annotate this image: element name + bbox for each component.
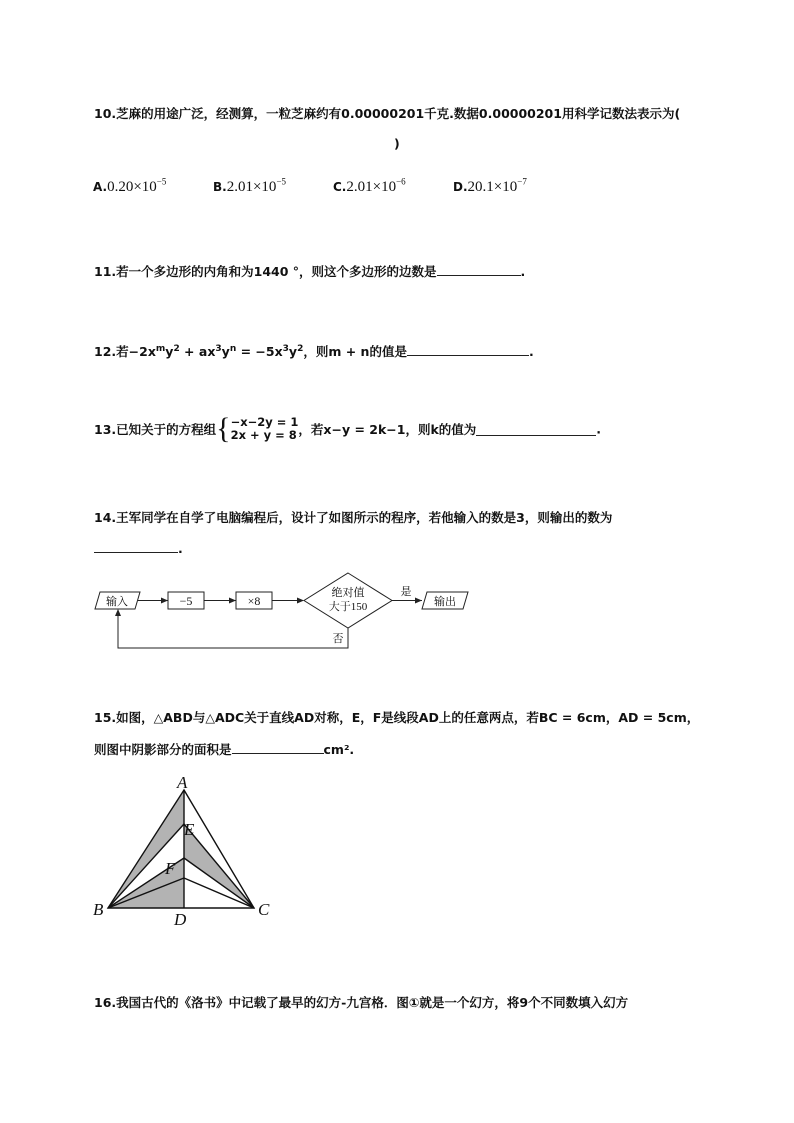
q12-part: = −5x [236, 344, 283, 359]
arrow-icon [115, 609, 121, 616]
option-exponent: −5 [156, 176, 167, 187]
point-label-f: F [165, 859, 176, 878]
option-mantissa: 0.20×10 [107, 179, 157, 195]
q15-line1: 15.如图，△ABD与△ADC关于直线AD对称，E，F是线段AD上的任意两点，若BC = 6cm，AD = 5cm， [94, 710, 700, 725]
vertex-label-c: C [258, 900, 270, 919]
triangle-figure [88, 774, 288, 934]
q10-option-d[interactable] [453, 176, 527, 196]
q13-period: . [596, 421, 602, 437]
option-mantissa: 2.01×10 [226, 179, 277, 195]
arrow-icon [229, 598, 236, 604]
q14-answer-line [94, 540, 183, 556]
q12-period: . [528, 344, 534, 359]
answer-blank[interactable] [476, 423, 596, 436]
flow-step1-label: −5 [179, 594, 193, 608]
q10-option-a[interactable] [93, 176, 166, 196]
q11-stem: 11.若一个多边形的内角和为1440 °，则这个多边形的边数是 [94, 264, 437, 279]
option-letter: A. [93, 180, 108, 194]
answer-blank[interactable] [407, 343, 529, 356]
q15-unit: cm². [323, 742, 355, 757]
q10-option-b[interactable] [213, 176, 286, 196]
q12-exp: 3 [282, 343, 289, 354]
option-mantissa: 20.1×10 [467, 179, 518, 195]
q12-part: y [221, 344, 230, 359]
q12-line [94, 342, 534, 360]
flow-cond-line1: 绝对值 [331, 587, 365, 599]
flow-yes-label: 是 [400, 586, 412, 598]
equation-1: −x−2y = 1 [230, 415, 299, 429]
q14-period: . [178, 541, 183, 556]
option-exponent: −7 [517, 176, 527, 187]
arrow-icon [297, 598, 304, 604]
option-letter: D. [453, 180, 468, 194]
arrow-icon [415, 598, 422, 604]
q13-stem: 13.已知关于的方程组 [94, 422, 217, 437]
q12-part: y [288, 344, 298, 359]
q10-option-c[interactable] [333, 176, 406, 196]
flow-no-label: 否 [332, 633, 344, 645]
flow-cond-line2: 大于150 [328, 601, 368, 613]
q14-stem: 14.王军同学在自学了电脑编程后，设计了如图所示的程序，若他输入的数是3，则输出的数为 [94, 510, 613, 525]
vertex-label-b: B [93, 900, 104, 919]
flow-input-label: 输入 [106, 596, 128, 608]
q13-line [94, 414, 601, 444]
equation-2: 2x + y = 8 [230, 428, 297, 442]
point-label-d: D [174, 910, 187, 929]
answer-blank[interactable] [94, 540, 178, 553]
arrow-icon [161, 598, 168, 604]
option-letter: B. [213, 180, 227, 194]
vertex-label-a: A [177, 774, 188, 792]
option-letter: C. [333, 180, 347, 194]
option-exponent: −6 [396, 176, 406, 187]
program-flowchart [88, 570, 478, 656]
q10-close-paren: ) [394, 136, 400, 151]
flow-output-label: 输出 [434, 596, 456, 608]
q12-exp: n [229, 343, 237, 354]
equation-system [231, 416, 299, 442]
answer-blank[interactable] [232, 741, 324, 754]
q12-part: y [165, 344, 174, 359]
q12-exp: 3 [215, 343, 222, 354]
q12-part: ，则m + n的值是 [303, 344, 407, 359]
option-mantissa: 2.01×10 [346, 179, 397, 195]
q10-stem: 10.芝麻的用途广泛，经测算，一粒芝麻约有0.00000201千克.数据0.00000201用科学记数法表示为( [94, 106, 681, 121]
flow-step2-label: ×8 [247, 594, 261, 608]
answer-blank[interactable] [437, 263, 521, 276]
q11-period: . [520, 264, 526, 279]
brace-icon: { [216, 412, 231, 445]
q12-exp: 2 [297, 343, 304, 354]
q12-part: + ax [179, 344, 216, 359]
q15-stem: 则图中阴影部分的面积是 [94, 742, 232, 757]
q12-part: 12.若−2x [94, 344, 156, 359]
q15-line2 [94, 740, 354, 758]
q12-exp: m [155, 343, 166, 354]
q16-stem: 16.我国古代的《洛书》中记载了最早的幻方-九宫格．图①就是一个幻方，将9个不同数填入幻方 [94, 995, 629, 1010]
q11-line [94, 262, 525, 280]
q13-middle: ，若x−y = 2k−1，则k的值为 [298, 422, 477, 437]
q12-exp: 2 [173, 343, 180, 354]
point-label-e: E [184, 820, 195, 839]
option-exponent: −5 [276, 176, 287, 187]
